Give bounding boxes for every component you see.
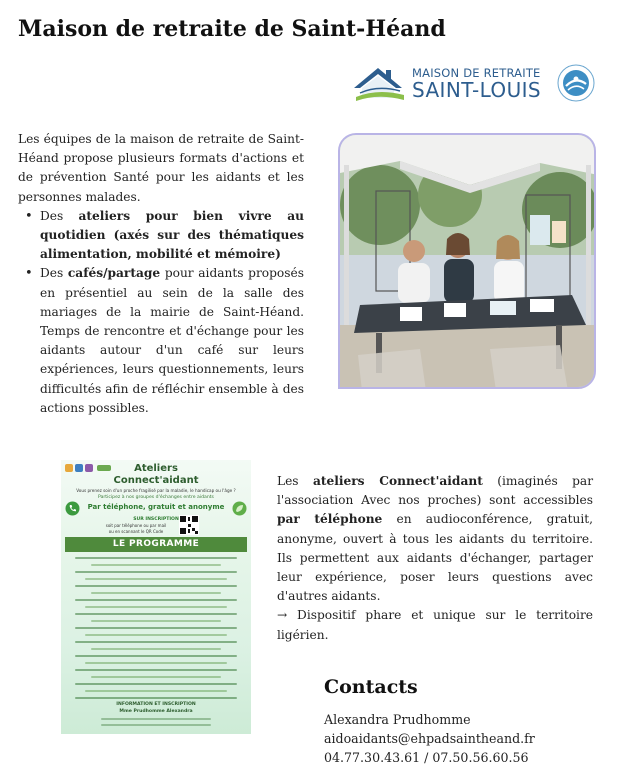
contacts-title: Contacts: [324, 676, 418, 698]
qr-code-icon: [179, 515, 199, 535]
contact-phone[interactable]: 04.77.30.43.61 / 07.50.56.60.56: [324, 750, 529, 765]
stand-photo: [338, 133, 596, 389]
flyer-qr-text: ou en scannant le QR Code: [108, 529, 164, 534]
flyer-subtitle: Vous prenez soin d'un proche fragilisé par la maladie, le handicap ou l'âge ?: [76, 488, 236, 493]
contact-email[interactable]: aidoaidants@ehpadsaintheand.fr: [324, 731, 535, 746]
house-logo-icon: [352, 64, 408, 102]
intro-section: [18, 130, 304, 418]
maison-saint-louis-logo: [352, 62, 596, 104]
logo-line-2: SAINT-LOUIS: [412, 78, 542, 102]
contact-name: Alexandra Prudhomme: [324, 712, 471, 727]
flyer-footer-name: Mme Prudhomme Alexandra: [119, 709, 193, 714]
ateliers-section: [277, 472, 593, 645]
page-title: Maison de retraite de Saint-Héand: [18, 16, 446, 42]
list-item: • Des cafés/partage pour aidants proposés en présentiel au sein de la salle des mariages de la mairie de Saint-Héand. Temps de rencontre et d'échange pour les aidants autour d'un café sur leurs expériences, leurs questionnements, leurs difficultés afin de réfléchir ensemble à des actions possibles.: [18, 264, 304, 418]
flyer-title-2: Connect'aidant: [113, 475, 199, 486]
flyer-tagline: Participez à nos groupes d'échanges entre aidants: [98, 495, 214, 500]
flyer-title-1: Ateliers: [134, 463, 178, 474]
activities-list: [18, 207, 304, 418]
seal-icon: [557, 64, 595, 102]
connect-aidant-flyer: [61, 460, 251, 734]
intro-paragraph: Les équipes de la maison de retraite de Saint-Héand propose plusieurs formats d'actions et de prévention Santé pour les aidants et les personnes malades.: [18, 132, 304, 204]
list-item: • Des ateliers pour bien vivre au quotidien (axés sur des thématiques alimentation, mobilité et mémoire): [18, 207, 304, 265]
flyer-highlight: Par téléphone, gratuit et anonyme: [87, 503, 225, 511]
leaf-badge-icon: [232, 501, 247, 516]
flyer-footer-title: INFORMATION ET INSCRIPTION: [116, 702, 196, 707]
logo-line-1: MAISON DE RETRAITE: [412, 66, 541, 80]
flyer-inscription-text: soit par téléphone ou par mail: [105, 523, 167, 528]
flyer-programme-banner: LE PROGRAMME: [65, 537, 247, 552]
ateliers-paragraph: Les ateliers Connect'aidant (imaginés par l'association Avec nos proches) sont accessibles par téléphone en audioconférence, gratuit, anonyme, ouvert à tous les aidants du territoire. Ils permettent aux aidants d'échanger, partager leur expérience, poser leurs questions avec d'autres aidants.: [277, 474, 594, 604]
ateliers-note: → Dispositif phare et unique sur le territoire ligérien.: [277, 608, 593, 642]
flyer-inscription-title: SUR INSCRIPTION: [133, 517, 179, 522]
